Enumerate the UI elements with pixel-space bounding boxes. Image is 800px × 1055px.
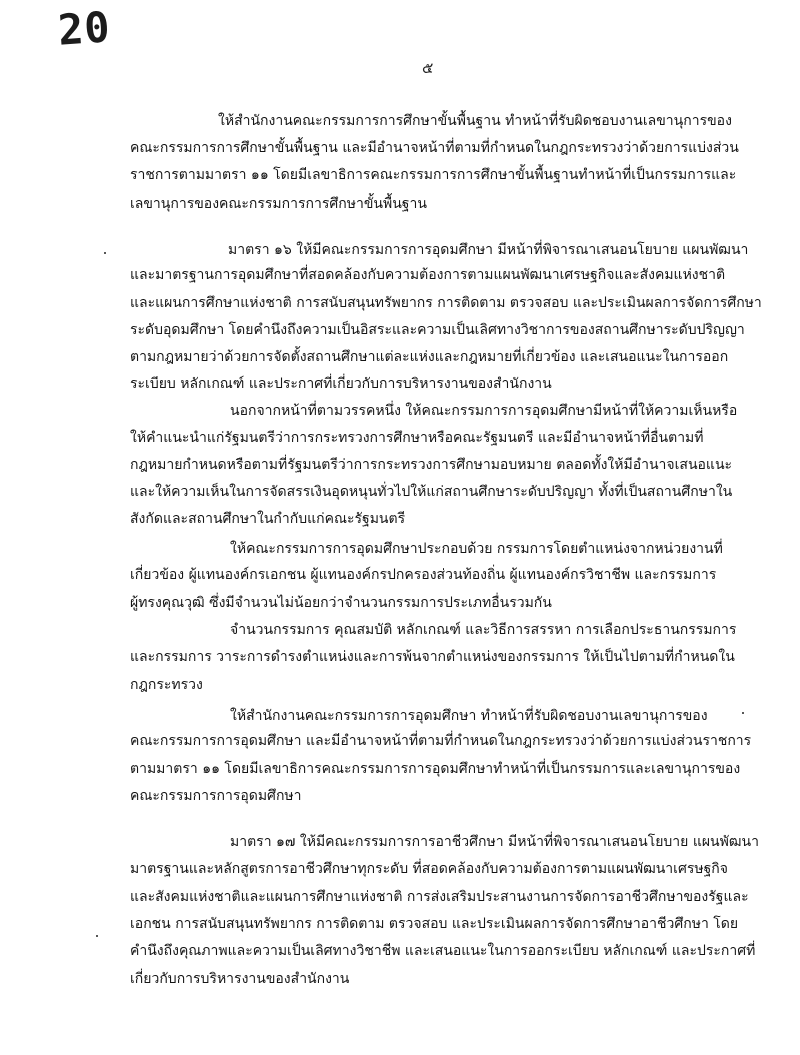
section-17-heading-line: มาตรา ๑๗ ให้มีคณะกรรมการการอาชีวศึกษา มีหน้าที่พิจารณาเสนอนโยบาย แผนพัฒนา: [230, 834, 759, 850]
text-line: กฎกระทรวง: [130, 677, 203, 693]
text-line: ตามกฎหมายว่าด้วยการจัดตั้งสถานศึกษาแต่ละแห่งและกฎหมายที่เกี่ยวข้อง และเสนอแนะในการออก: [130, 349, 729, 365]
text-line: คณะกรรมการการอุดมศึกษา และมีอำนาจหน้าที่ตามที่กำหนดในกฎกระทรวงว่าด้วยการแบ่งส่วนราชการ: [130, 733, 752, 749]
text-line: กฎหมายกำหนดหรือตามที่รัฐมนตรีว่าการกระทรวงการศึกษามอบหมาย ตลอดทั้งให้มีอำนาจเสนอแนะ: [130, 457, 733, 473]
scan-speck: [104, 252, 106, 254]
text-line: เลขานุการของคณะกรรมการการศึกษาขั้นพื้นฐาน: [130, 196, 427, 212]
text-line: ให้คำแนะนำแก่รัฐมนตรีว่าการกระทรวงการศึกษาหรือคณะรัฐมนตรี และมีอำนาจหน้าที่อื่นตามที่: [130, 430, 704, 446]
text-line: เกี่ยวกับการบริหารงานของสำนักงาน: [130, 971, 350, 987]
scan-speck: [96, 935, 98, 937]
text-line: ระเบียบ หลักเกณฑ์ และประกาศที่เกี่ยวกับการบริหารงานของสำนักงาน: [130, 376, 552, 392]
scan-speck: [742, 712, 744, 714]
text-line: เอกชน การสนับสนุนทรัพยากร การติดตาม ตรวจสอบ และประเมินผลการจัดการศึกษาอาชีวศึกษา โดย: [130, 916, 739, 932]
text-line: นอกจากหน้าที่ตามวรรคหนึ่ง ให้คณะกรรมการการอุดมศึกษามีหน้าที่ให้ความเห็นหรือ: [230, 403, 738, 419]
text-line: เกี่ยวข้อง ผู้แทนองค์กรเอกชน ผู้แทนองค์กรปกครองส่วนท้องถิ่น ผู้แทนองค์กรวิชาชีพ และกรรมการ: [130, 567, 717, 583]
text-line: ให้สำนักงานคณะกรรมการการศึกษาขั้นพื้นฐาน ทำหน้าที่รับผิดชอบงานเลขานุการของ: [218, 113, 732, 129]
text-line: และมาตรฐานการอุดมศึกษาที่สอดคล้องกับความต้องการตามแผนพัฒนาเศรษฐกิจและสังคมแห่งชาติ: [130, 267, 726, 283]
text-line: และกรรมการ วาระการดำรงตำแหน่งและการพ้นจากตำแหน่งของกรรมการ ให้เป็นไปตามที่กำหนดใน: [130, 649, 735, 665]
text-line: ให้สำนักงานคณะกรรมการการอุดมศึกษา ทำหน้าที่รับผิดชอบงานเลขานุการของ: [230, 708, 708, 724]
text-line: ราชการตามมาตรา ๑๑ โดยมีเลขาธิการคณะกรรมการการศึกษาขั้นพื้นฐานทำหน้าที่เป็นกรรมการและ: [130, 167, 737, 183]
text-line: ให้คณะกรรมการการอุดมศึกษาประกอบด้วย กรรมการโดยตำแหน่งจากหน่วยงานที่: [230, 541, 723, 557]
text-line: และแผนการศึกษาแห่งชาติ การสนับสนุนทรัพยากร การติดตาม ตรวจสอบ และประเมินผลการจัดการศึกษา: [130, 295, 762, 311]
text-line: จำนวนกรรมการ คุณสมบัติ หลักเกณฑ์ และวิธีการสรรหา การเลือกประธานกรรมการ: [230, 622, 737, 638]
section-16-heading-line: มาตรา ๑๖ ให้มีคณะกรรมการการอุดมศึกษา มีหน้าที่พิจารณาเสนอนโยบาย แผนพัฒนา: [228, 242, 749, 258]
text-line: และให้ความเห็นในการจัดสรรเงินอุดหนุนทั่วไปให้แก่สถานศึกษาระดับปริญญา ทั้งที่เป็นสถานศึกษาใน: [130, 484, 733, 500]
handwritten-page-number: 20: [56, 2, 113, 55]
text-line: คณะกรรมการการศึกษาขั้นพื้นฐาน และมีอำนาจหน้าที่ตามที่กำหนดในกฎกระทรวงว่าด้วยการแบ่งส่วน: [130, 140, 739, 156]
text-line: ผู้ทรงคุณวุฒิ ซึ่งมีจำนวนไม่น้อยกว่าจำนวนกรรมการประเภทอื่นรวมกัน: [130, 595, 552, 611]
text-line: มาตรฐานและหลักสูตรการอาชีวศึกษาทุกระดับ ที่สอดคล้องกับความต้องการตามแผนพัฒนาเศรษฐกิจ: [130, 861, 728, 877]
text-line: ตามมาตรา ๑๑ โดยมีเลขาธิการคณะกรรมการการอุดมศึกษาทำหน้าที่เป็นกรรมการและเลขานุการของ: [130, 761, 741, 777]
text-line: คำนึงถึงคุณภาพและความเป็นเลิศทางวิชาชีพ และเสนอแนะในการออกระเบียบ หลักเกณฑ์ และประกาศที่: [130, 943, 756, 959]
text-line: ระดับอุดมศึกษา โดยคำนึงถึงความเป็นอิสระและความเป็นเลิศทางวิชาการของสถานศึกษาระดับปริญญา: [130, 322, 745, 338]
text-line: สังกัดและสถานศึกษาในกำกับแก่คณะรัฐมนตรี: [130, 511, 406, 527]
text-line: คณะกรรมการการอุดมศึกษา: [130, 788, 302, 804]
page-number: ๕: [422, 59, 434, 77]
text-line: และสังคมแห่งชาติและแผนการศึกษาแห่งชาติ การส่งเสริมประสานงานการจัดการอาชีวศึกษาของรัฐและ: [130, 889, 749, 905]
